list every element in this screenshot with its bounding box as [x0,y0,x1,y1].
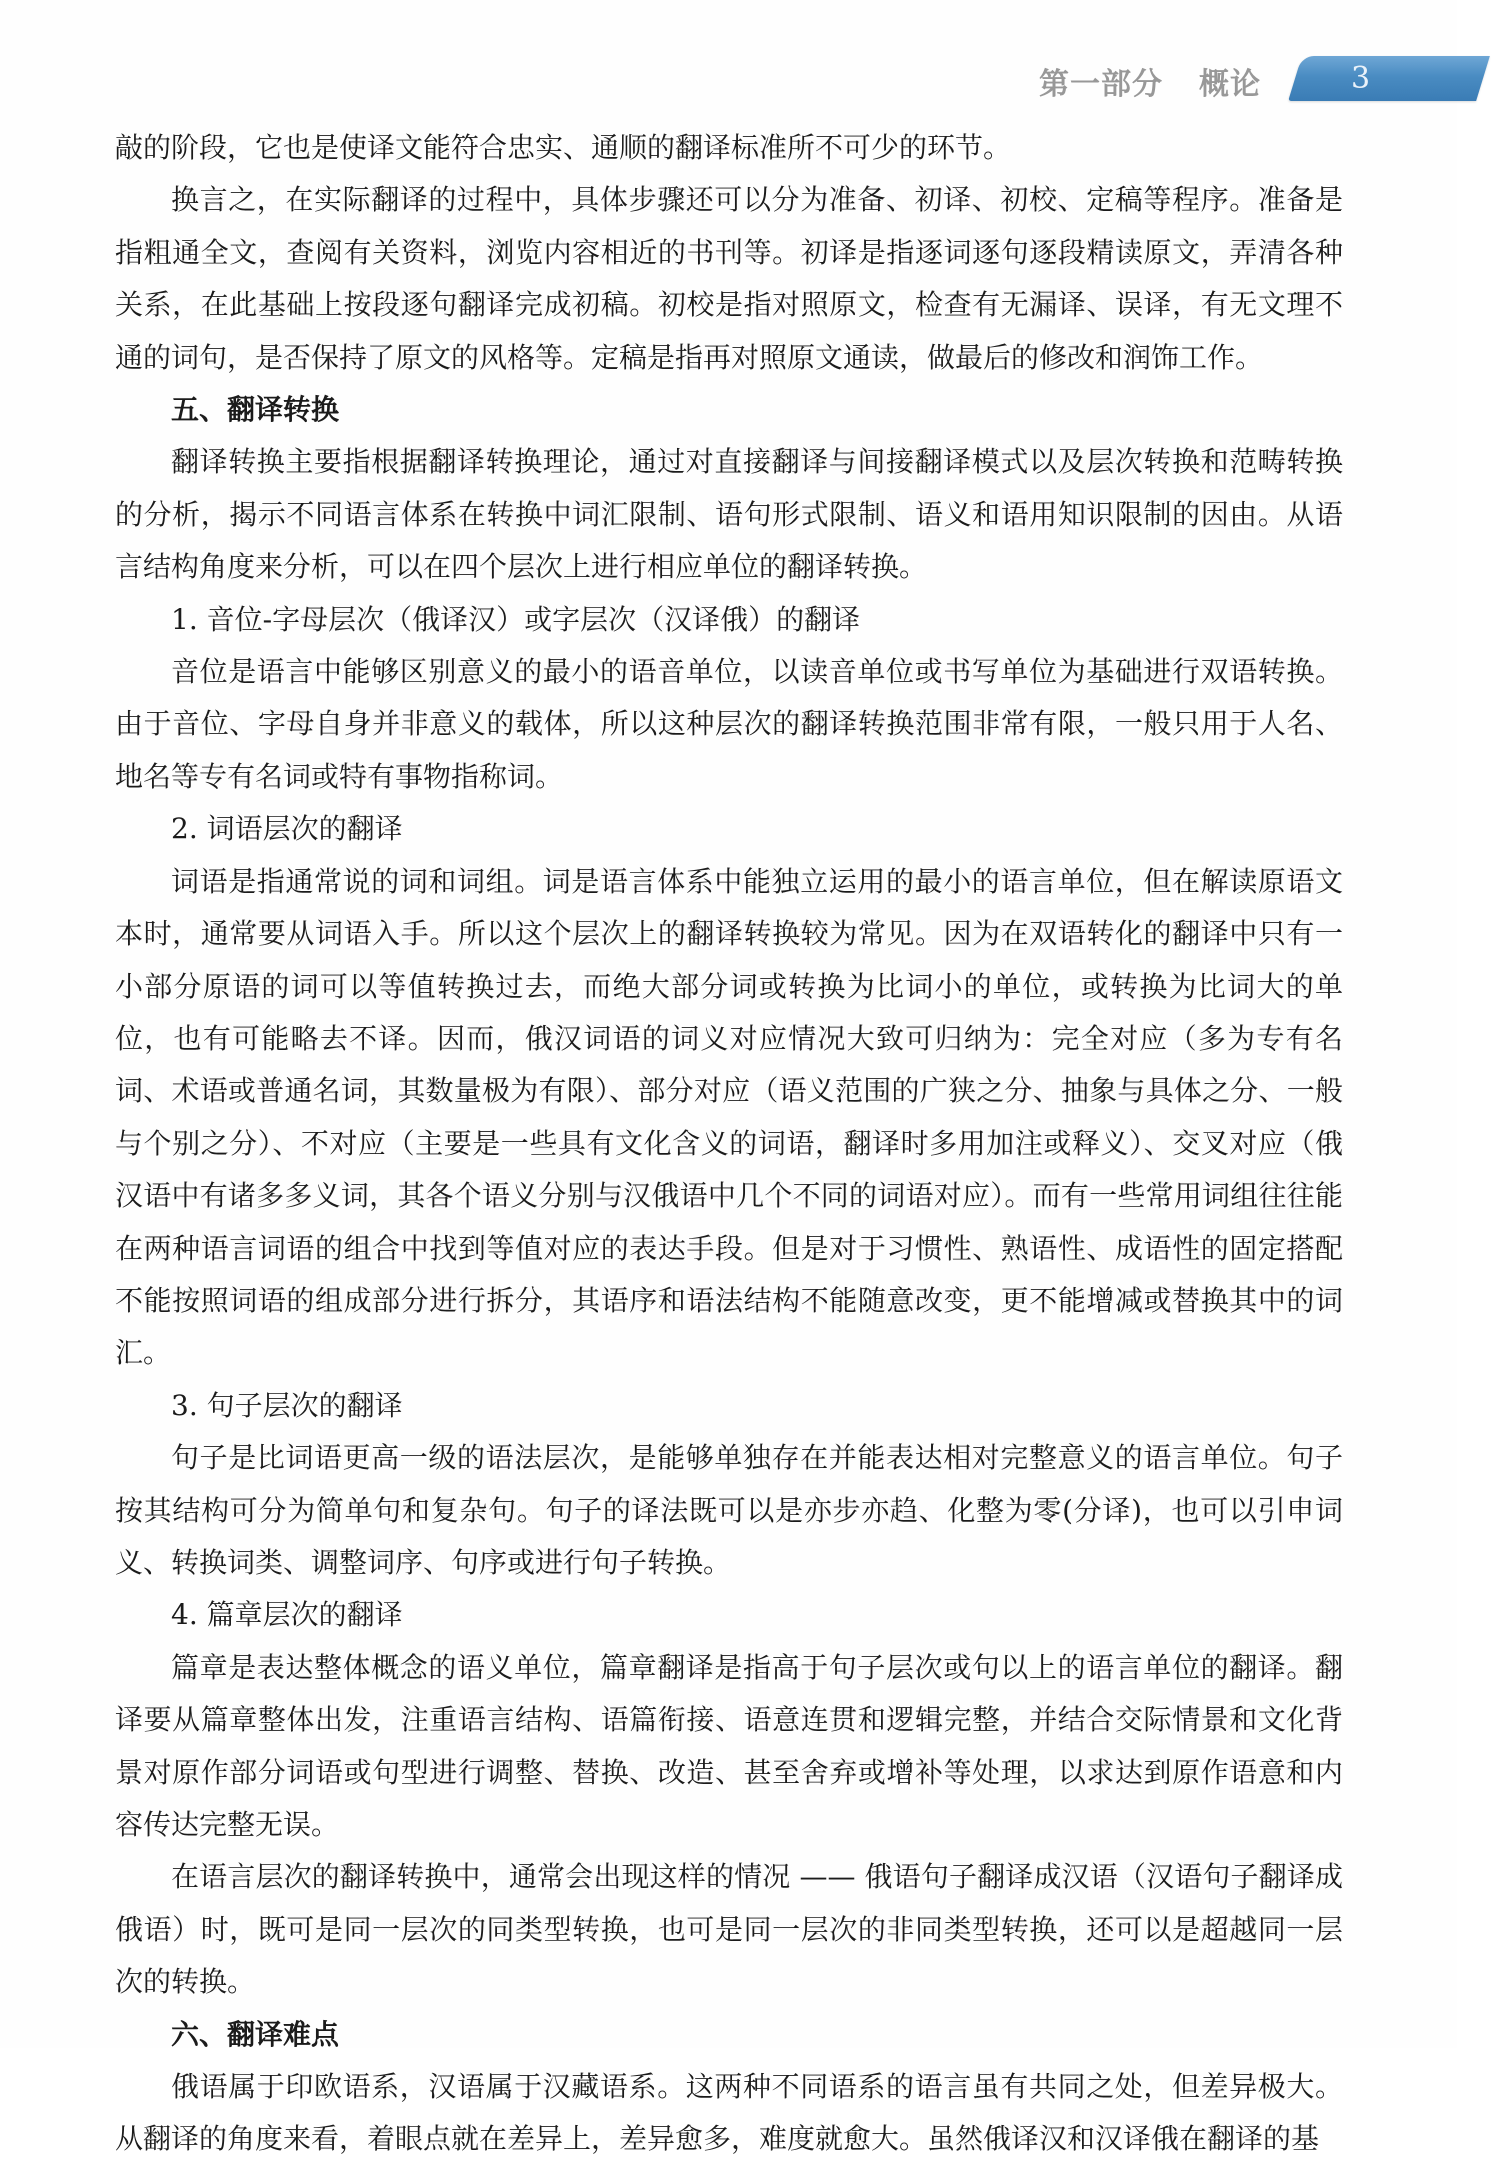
paragraph: 在语言层次的翻译转换中，通常会出现这样的情况 —— 俄语句子翻译成汉语（汉语句子翻译成俄语）时，既可是同一层次的同类型转换，也可是同一层次的非同类型转换，还可以是超越同一层次的转换。 [115,1860,1343,1999]
paragraph: 篇章是表达整体概念的语义单位，篇章翻译是指高于句子层次或句以上的语言单位的翻译。翻译要从篇章整体出发，注重语言结构、语篇衔接、语意连贯和逻辑完整，并结合交际情景和文化背景对原作部分词语或句型进行调整、替换、改造、甚至舍弃或增补等处理，以求达到原作语意和内容传达完整无误。 [115,1650,1343,1841]
running-head [1039,68,1261,102]
page-number-tab [1288,56,1490,101]
paragraph: 句子是比词语更高一级的语法层次，是能够单独存在并能表达相对完整意义的语言单位。句子按其结构可分为简单句和复杂句。句子的译法既可以是亦步亦趋、化整为零(分译)，也可以引申词义、转换词类、调整词序、句序或进行句子转换。 [115,1441,1343,1579]
paragraph: 俄语属于印欧语系，汉语属于汉藏语系。这两种不同语系的语言虽有共同之处，但差异极大。从翻译的角度来看，着眼点就在差异上，差异愈多，难度就愈大。虽然俄译汉和汉译俄在翻译的基 [115,2070,1343,2156]
section-heading: 1. 音位-字母层次（俄译汉）或字层次（汉译俄）的翻译 [171,602,861,636]
page-number: 3 [1351,61,1371,96]
paragraph: 音位是语言中能够区别意义的最小的语音单位，以读音单位或书写单位为基础进行双语转换。由于音位、字母自身并非意义的载体，所以这种层次的翻译转换范围非常有限，一般只用于人名、地名等专有名词或特有事物指称词。 [115,655,1343,793]
header-section-title: 概论 [1199,67,1261,102]
paragraph: 词语是指通常说的词和词组。词是语言体系中能独立运用的最小的语言单位，但在解读原语文本时，通常要从词语入手。所以这个层次上的翻译转换较为常见。因为在双语转化的翻译中只有一小部分原语的词可以等值转换过去，而绝大部分词或转换为比词小的单位，或转换为比词大的单位，也有可能略去不译。因而，俄汉词语的词义对应情况大致可归纳为：完全对应（多为专有名词、术语或普通名词，其数量极为有限）、部分对应（语义范围的广狭之分、抽象与具体之分、一般与个别之分）、不对应（主要是一些具有文化含义的词语，翻译时多用加注或释义）、交叉对应（俄汉语中有诸多多义词，其各个语义分别与汉俄语中几个不同的词语对应）。而有一些常用词组往往能在两种语言词语的组合中找到等值对应的表达手段。但是对于习惯性、熟语性、成语性的固定搭配不能按照词语的组成部分进行拆分，其语序和语法结构不能随意改变，更不能增减或替换其中的词汇。 [115,864,1343,1370]
section-heading: 2. 词语层次的翻译 [171,812,403,846]
page-header [0,54,1457,102]
section-heading: 六、翻译难点 [171,2017,340,2051]
paragraph: 翻译转换主要指根据翻译转换理论，通过对直接翻译与间接翻译模式以及层次转换和范畴转换的分析，揭示不同语言体系在转换中词汇限制、语句形式限制、语义和语用知识限制的因由。从语言结构角度来分析，可以在四个层次上进行相应单位的翻译转换。 [115,445,1343,584]
section-heading: 3. 句子层次的翻译 [171,1388,403,1422]
header-section-label: 第一部分 [1039,67,1163,102]
paragraph: 换言之，在实际翻译的过程中，具体步骤还可以分为准备、初译、初校、定稿等程序。准备是指粗通全文，查阅有关资料，浏览内容相近的书刊等。初译是指逐词逐句逐段精读原文，弄清各种关系，在此基础上按段逐句翻译完成初稿。初校是指对照原文，检查有无漏译、误译，有无文理不通的词句，是否保持了原文的风格等。定稿是指再对照原文通读，做最后的修改和润饰工作。 [115,183,1343,374]
paragraph: 敲的阶段，它也是使译文能符合忠实、通顺的翻译标准所不可少的环节。 [115,131,1012,164]
section-heading: 4. 篇章层次的翻译 [171,1598,403,1632]
page-content [115,122,1343,2166]
section-heading: 五、翻译转换 [171,393,340,427]
